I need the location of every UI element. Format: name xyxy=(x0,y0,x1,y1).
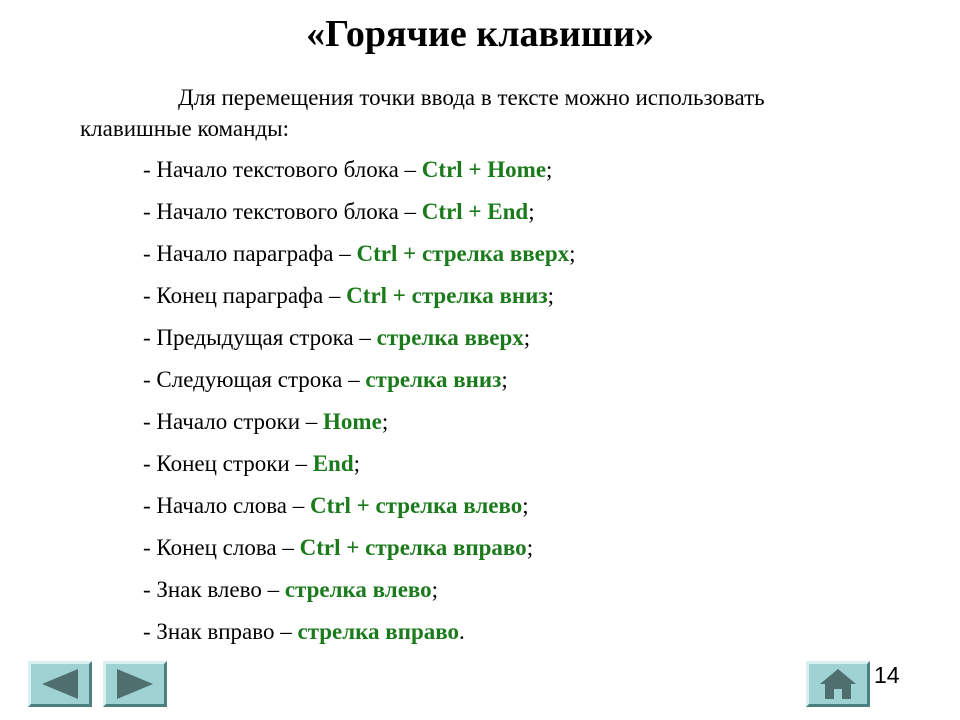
item-punctuation: ; xyxy=(353,451,361,476)
item-description: - Следующая строка – xyxy=(143,367,366,392)
item-description: - Конец параграфа – xyxy=(143,283,347,308)
home-slide-button[interactable] xyxy=(806,661,870,707)
list-item xyxy=(143,490,576,532)
item-description: - Начало строки – xyxy=(143,409,324,434)
item-description: - Конец слова – xyxy=(143,535,300,560)
list-item xyxy=(143,448,576,490)
key-combo: Ctrl + Home xyxy=(421,157,547,182)
item-punctuation: . xyxy=(459,619,465,644)
key-combo: Ctrl + стрелка вниз xyxy=(346,283,548,308)
item-punctuation: ; xyxy=(546,157,553,182)
item-description: - Знак вправо – xyxy=(143,619,298,644)
item-punctuation: ; xyxy=(522,493,529,518)
item-punctuation: ; xyxy=(569,241,576,266)
list-item xyxy=(143,406,576,448)
house-icon xyxy=(818,667,858,701)
list-item xyxy=(143,196,576,238)
key-combo: Home xyxy=(323,409,382,434)
item-description: - Конец строки – xyxy=(143,451,313,476)
item-punctuation: ; xyxy=(547,283,555,308)
key-combo: Ctrl + стрелка влево xyxy=(309,493,523,518)
list-item xyxy=(143,364,576,406)
key-combo: стрелка вправо xyxy=(297,619,460,644)
list-item xyxy=(143,154,576,196)
list-item xyxy=(143,532,576,574)
intro-paragraph: Для перемещения точки ввода в тексте можно использовать клавишные команды: xyxy=(80,85,765,141)
triangle-left-icon xyxy=(38,667,82,701)
previous-slide-button[interactable] xyxy=(28,661,92,707)
item-description: - Предыдущая строка – xyxy=(143,325,377,350)
item-description: - Начало параграфа – xyxy=(143,241,357,266)
triangle-right-icon xyxy=(113,667,157,701)
page-number: 14 xyxy=(874,662,900,688)
item-punctuation: ; xyxy=(526,535,534,560)
item-description: - Начало текстового блока – xyxy=(143,157,422,182)
item-punctuation: ; xyxy=(528,199,535,224)
item-punctuation: ; xyxy=(523,325,531,350)
item-description: - Знак влево – xyxy=(143,577,285,602)
item-punctuation: ; xyxy=(381,409,389,434)
list-item xyxy=(143,322,576,364)
list-item xyxy=(143,616,576,658)
item-punctuation: ; xyxy=(501,367,508,392)
list-item xyxy=(143,574,576,616)
slide-title: «Горячие клавиши» xyxy=(306,13,654,55)
key-combo: Ctrl + стрелка вверх xyxy=(356,241,570,266)
item-punctuation: ; xyxy=(431,577,439,602)
list-item xyxy=(143,280,576,322)
key-combo: Ctrl + стрелка вправо xyxy=(299,535,527,560)
item-description: - Начало слова – xyxy=(143,493,310,518)
key-combo: стрелка вниз xyxy=(365,367,502,392)
key-combo: Ctrl + End xyxy=(421,199,529,224)
next-slide-button[interactable] xyxy=(103,661,167,707)
item-description: - Начало текстового блока – xyxy=(143,199,422,224)
key-combo: стрелка влево xyxy=(284,577,432,602)
shortcut-list xyxy=(143,154,576,658)
list-item xyxy=(143,238,576,280)
key-combo: End xyxy=(312,451,354,476)
key-combo: стрелка вверх xyxy=(376,325,524,350)
